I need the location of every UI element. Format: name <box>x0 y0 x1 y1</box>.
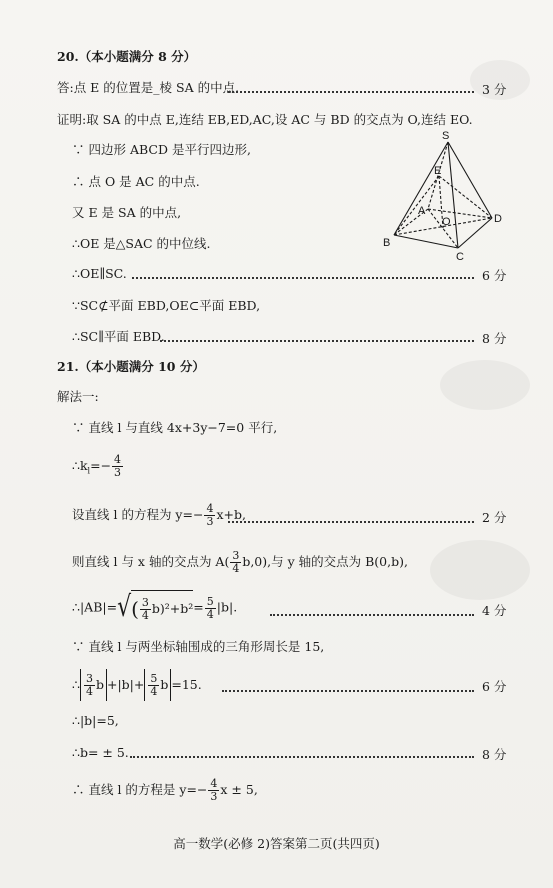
leader-dots <box>270 614 474 616</box>
q21-line5-score: 4 分 <box>482 603 507 618</box>
label-A: A <box>418 205 426 217</box>
leader-dots <box>130 756 474 758</box>
fraction-4-3: $\frac{4}{3}$ <box>114 453 122 479</box>
q21-line5: ∴|AB|= √ ( $\frac{3}{4}$ b )²+b² = $\frac{5}{4}$ |b|. <box>72 590 237 626</box>
q20-step1: ∵ 四边形 ABCD 是平行四边形, <box>72 142 251 157</box>
label-C: C <box>456 251 464 260</box>
fraction-4-3: $\frac{4}{3}$ <box>206 502 214 528</box>
q20-step2: ∴ 点 O 是 AC 的中点. <box>72 174 200 189</box>
q20-title: 20.（本小题满分 8 分） <box>57 49 197 64</box>
q21-line7-score: 6 分 <box>482 679 507 694</box>
leader-dots <box>222 690 474 692</box>
q20-proof-intro: 证明:取 SA 的中点 E,连结 EB,ED,AC,设 AC 与 BD 的交点为 O,连结 EO. <box>57 112 473 127</box>
leader-dots <box>160 340 474 342</box>
fraction-3-4: $\frac{3}{4}$ <box>232 549 240 575</box>
q20-step4: ∴OE 是△SAC 的中位线. <box>72 236 211 251</box>
q21-line3: 设直线 l 的方程为 y=− $\frac{4}{3}$ x+b, <box>72 502 246 528</box>
edge-BC <box>394 235 458 248</box>
pyramid-figure <box>376 130 506 260</box>
q20-step5-score: 6 分 <box>482 268 507 283</box>
q21-method: 解法一: <box>57 389 99 404</box>
label-D: D <box>494 213 502 225</box>
q21-line6: ∵ 直线 l 与两坐标轴围成的三角形周长是 15, <box>72 639 325 654</box>
q20-answer-score: 3 分 <box>482 82 507 97</box>
q21-line8: ∴|b|=5, <box>72 713 119 728</box>
page-footer: 高一数学(必修 2)答案第二页(共四页) <box>173 836 380 851</box>
leader-dots <box>132 277 474 279</box>
label-E: E <box>434 165 442 177</box>
edge-SC <box>448 142 458 248</box>
q21-line7: ∴ $\frac{3}{4}$ b +|b|+ $\frac{5}{4}$ b =15. <box>72 669 202 701</box>
q21-line1: ∵ 直线 l 与直线 4x+3y−7=0 平行, <box>72 420 278 435</box>
label-O: O <box>442 216 451 228</box>
diag-AC <box>428 209 458 248</box>
sqrt-expression: √ ( $\frac{3}{4}$ b )²+b² <box>117 590 193 626</box>
leader-dots <box>228 91 474 93</box>
q21-line3-score: 2 分 <box>482 510 507 525</box>
label-B: B <box>383 237 391 249</box>
q21-line10: ∴ 直线 l 的方程是 y=− $\frac{4}{3}$ x ± 5, <box>72 777 258 803</box>
q20-step7-score: 8 分 <box>482 331 507 346</box>
q20-answer: 答:点 E 的位置是_棱 SA 的中点. <box>57 80 240 95</box>
seg-EB <box>394 176 439 235</box>
q20-step6: ∵SC⊄平面 EBD,OE⊂平面 EBD, <box>72 298 261 313</box>
q21-line2: $\therefore k_l=-$ $\frac{4}{3}$ <box>72 453 122 479</box>
fraction-5-4: $\frac{5}{4}$ <box>206 594 214 621</box>
scan-smudge <box>440 360 530 410</box>
seg-ED <box>439 176 492 218</box>
q20-step7: ∴SC∥平面 EBD. <box>72 329 165 344</box>
q21-line9: ∴b= ± 5. <box>72 745 129 760</box>
q21-line9-score: 8 分 <box>482 747 507 762</box>
scan-smudge <box>430 540 530 600</box>
q21-line4: 则直线 l 与 x 轴的交点为 A( $\frac{3}{4}$ b,0),与 y 轴的交点为 B(0,b), <box>72 549 408 575</box>
label-S: S <box>442 130 450 142</box>
q20-step3: 又 E 是 SA 的中点, <box>72 205 182 220</box>
fraction-4-3: $\frac{4}{3}$ <box>210 777 218 803</box>
q20-step5: ∴OE∥SC. <box>72 266 127 281</box>
q21-title: 21.（本小题满分 10 分） <box>57 359 205 374</box>
leader-dots <box>228 521 474 523</box>
